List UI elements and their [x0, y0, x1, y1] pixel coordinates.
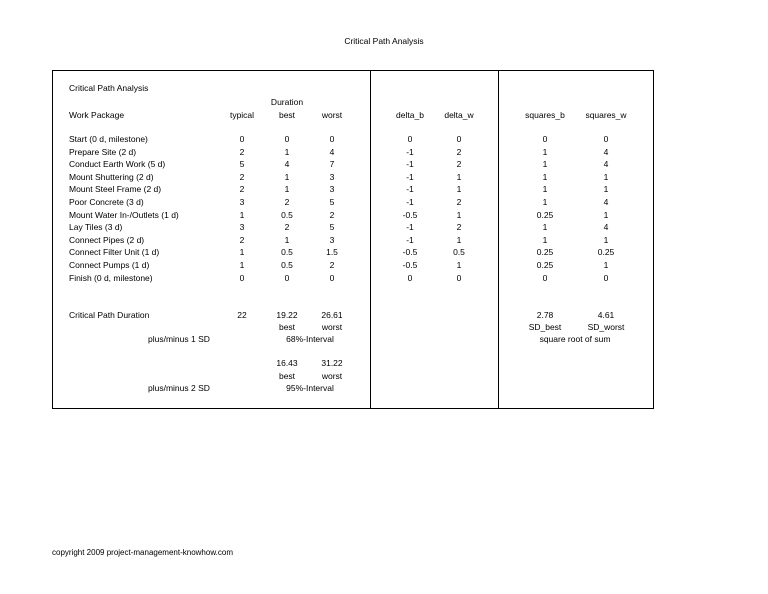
cell-typical: 2 — [239, 171, 245, 182]
cell-worst: 2 — [329, 209, 335, 220]
cell-best: 0 — [284, 134, 290, 144]
cp-worst: 26.61 — [321, 310, 343, 320]
cell-best: 0.5 — [281, 209, 293, 220]
cell-delta-w: 0 — [456, 134, 462, 144]
cell-best: 1 — [284, 171, 290, 182]
cell-best: 1 — [284, 234, 290, 245]
col-header-typical: typical — [229, 110, 255, 120]
cell-best: 2 — [284, 197, 290, 207]
cell-squares-b: 0.25 — [536, 247, 554, 258]
work-package-name: Mount Water In-/Outlets (1 d) — [69, 209, 179, 220]
cell-typical: 2 — [239, 146, 245, 157]
cell-delta-w: 2 — [456, 146, 462, 157]
cell-delta-b: -1 — [406, 234, 414, 245]
plus-minus-2sd-label: plus/minus 2 SD — [148, 383, 210, 393]
cell-worst: 3 — [329, 171, 335, 182]
cell-typical: 2 — [239, 234, 245, 245]
cell-delta-w: 2 — [456, 159, 462, 170]
work-package-name: Connect Pumps (1 d) — [69, 260, 150, 270]
cell-delta-w: 2 — [456, 197, 462, 207]
cell-worst: 4 — [329, 146, 335, 157]
cell-delta-b: -1 — [406, 222, 414, 233]
cell-delta-b: -1 — [406, 171, 414, 182]
sd-best-value: 2.78 — [536, 310, 554, 320]
cell-delta-b: -0.5 — [402, 260, 418, 270]
cell-best: 0.5 — [281, 260, 293, 270]
column-divider-squares — [498, 70, 499, 409]
cell-delta-b: -1 — [406, 197, 414, 207]
work-package-name: Poor Concrete (3 d) — [69, 197, 144, 207]
work-package-name: Prepare Site (2 d) — [69, 146, 137, 157]
cell-typical: 0 — [239, 272, 245, 283]
cell-squares-b: 1 — [542, 171, 548, 182]
cell-delta-b: -1 — [406, 146, 414, 157]
cell-squares-b: 0 — [542, 272, 548, 283]
cp-typical: 22 — [237, 310, 247, 320]
cell-delta-w: 1 — [456, 184, 462, 195]
cell-delta-b: -0.5 — [402, 209, 418, 220]
interval-68: 68%-Interval — [286, 334, 334, 344]
work-package-name: Lay Tiles (3 d) — [69, 222, 123, 233]
plus-minus-1sd-label: plus/minus 1 SD — [148, 334, 210, 344]
sd2-best: 16.43 — [276, 358, 298, 368]
cell-best: 1 — [284, 146, 290, 157]
duration-header: Duration — [270, 97, 304, 107]
cell-typical: 1 — [239, 247, 245, 258]
cell-squares-w: 4 — [603, 197, 609, 207]
cell-best: 2 — [284, 222, 290, 233]
cell-squares-w: 1 — [603, 171, 609, 182]
cell-worst: 2 — [329, 260, 335, 270]
work-package-name: Mount Shuttering (2 d) — [69, 171, 154, 182]
col-header-worst: worst — [321, 110, 343, 120]
cell-typical: 5 — [239, 159, 245, 170]
cell-delta-b: -1 — [406, 184, 414, 195]
cell-best: 1 — [284, 184, 290, 195]
table-title: Critical Path Analysis — [69, 83, 149, 93]
copyright-footer: copyright 2009 project-management-knowhow.com — [52, 548, 233, 557]
work-package-name: Connect Pipes (2 d) — [69, 234, 145, 245]
cell-delta-b: 0 — [407, 272, 413, 283]
cell-best: 0.5 — [281, 247, 293, 258]
col-header-squares-w: squares_w — [585, 110, 627, 120]
page-title: Critical Path Analysis — [344, 36, 424, 46]
cell-typical: 0 — [239, 134, 245, 144]
cell-squares-b: 1 — [542, 146, 548, 157]
cell-squares-w: 1 — [603, 260, 609, 270]
cell-worst: 0 — [329, 272, 335, 283]
cell-delta-w: 1 — [456, 260, 462, 270]
work-package-name: Conduct Earth Work (5 d) — [69, 159, 166, 170]
sd-worst-label: SD_worst — [587, 322, 625, 332]
cell-squares-b: 0 — [542, 134, 548, 144]
col-header-delta-b: delta_b — [396, 110, 424, 120]
cell-squares-w: 4 — [603, 222, 609, 233]
cp-duration-label: Critical Path Duration — [69, 310, 150, 320]
cell-delta-b: 0 — [407, 134, 413, 144]
column-divider-delta — [370, 70, 371, 409]
cell-delta-w: 1 — [456, 209, 462, 220]
cell-delta-w: 1 — [456, 171, 462, 182]
cell-delta-w: 0.5 — [453, 247, 465, 258]
cell-squares-b: 1 — [542, 159, 548, 170]
cell-typical: 3 — [239, 222, 245, 233]
cell-worst: 5 — [329, 197, 335, 207]
work-package-name: Start (0 d, milestone) — [69, 134, 148, 144]
cell-squares-w: 1 — [603, 184, 609, 195]
best-word-1: best — [278, 322, 296, 332]
cell-squares-w: 1 — [603, 209, 609, 220]
cell-typical: 1 — [239, 260, 245, 270]
cell-best: 0 — [284, 272, 290, 283]
cell-squares-w: 1 — [603, 234, 609, 245]
interval-95: 95%-Interval — [286, 383, 334, 393]
work-package-name: Finish (0 d, milestone) — [69, 272, 153, 283]
best-word-2: best — [278, 371, 296, 381]
cell-worst: 5 — [329, 222, 335, 233]
cell-delta-w: 2 — [456, 222, 462, 233]
cell-delta-b: -1 — [406, 159, 414, 170]
cell-typical: 3 — [239, 197, 245, 207]
cell-squares-b: 1 — [542, 197, 548, 207]
worst-word-1: worst — [321, 322, 343, 332]
cell-delta-b: -0.5 — [402, 247, 418, 258]
cell-squares-b: 1 — [542, 234, 548, 245]
work-package-name: Mount Steel Frame (2 d) — [69, 184, 162, 195]
cp-best: 19.22 — [276, 310, 298, 320]
cell-worst: 1.5 — [326, 247, 338, 258]
cell-squares-b: 1 — [542, 184, 548, 195]
sd2-worst: 31.22 — [321, 358, 343, 368]
worst-word-2: worst — [321, 371, 343, 381]
sd-worst-value: 4.61 — [597, 310, 615, 320]
col-header-squares-b: squares_b — [525, 110, 565, 120]
cell-squares-w: 4 — [603, 146, 609, 157]
cell-squares-w: 4 — [603, 159, 609, 170]
cell-delta-w: 1 — [456, 234, 462, 245]
cell-worst: 7 — [329, 159, 335, 170]
cell-worst: 3 — [329, 234, 335, 245]
cell-typical: 2 — [239, 184, 245, 195]
cell-typical: 1 — [239, 209, 245, 220]
cell-squares-b: 1 — [542, 222, 548, 233]
cell-worst: 0 — [329, 134, 335, 144]
cell-squares-b: 0.25 — [536, 260, 554, 270]
sqrt-label: square root of sum — [539, 334, 611, 344]
cell-delta-w: 0 — [456, 272, 462, 283]
cell-squares-w: 0.25 — [597, 247, 615, 258]
col-header-work-package: Work Package — [69, 110, 125, 120]
col-header-delta-w: delta_w — [444, 110, 474, 120]
cell-worst: 3 — [329, 184, 335, 195]
cell-squares-b: 0.25 — [536, 209, 554, 220]
work-package-name: Connect Filter Unit (1 d) — [69, 247, 160, 258]
col-header-best: best — [278, 110, 296, 120]
cell-best: 4 — [284, 159, 290, 170]
sd-best-label: SD_best — [528, 322, 562, 332]
cell-squares-w: 0 — [603, 134, 609, 144]
cell-squares-w: 0 — [603, 272, 609, 283]
